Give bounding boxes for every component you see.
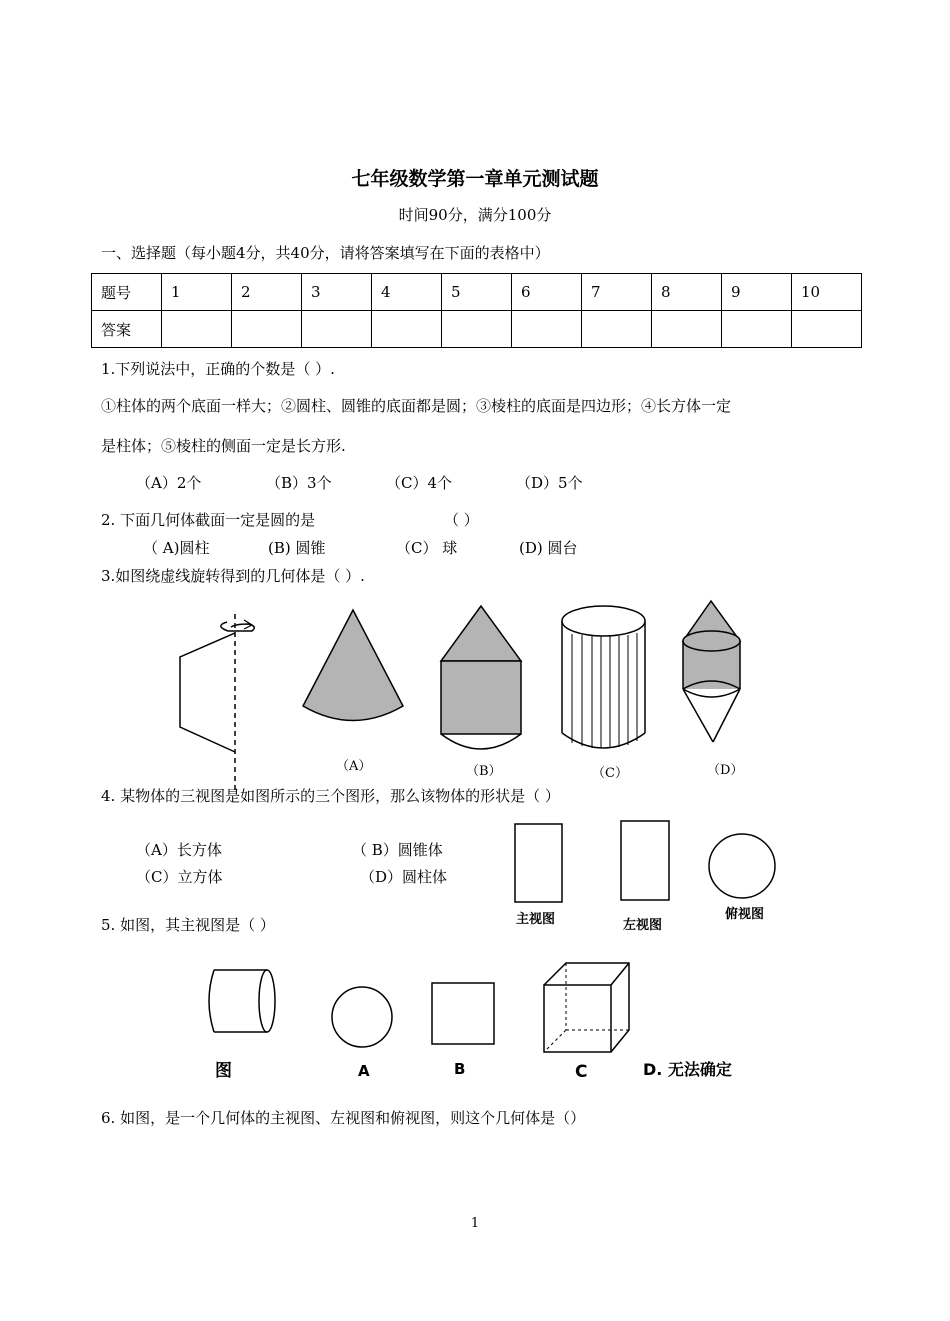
table-cell: 10: [792, 274, 862, 311]
table-cell: 3: [302, 274, 372, 311]
q4-option-d: （D）圆柱体: [360, 868, 448, 886]
q1-option-a: （A）2个: [136, 474, 202, 492]
q1-option-d: （D）5个: [516, 474, 583, 492]
q2-stem: 2. 下面几何体截面一定是圆的是: [101, 511, 316, 529]
table-cell: 2: [232, 274, 302, 311]
q3-label-a: （A）: [336, 759, 372, 774]
q2-option-c: （C） 球: [396, 539, 458, 557]
q3-figure: [170, 595, 770, 790]
q1-statements-line2: 是柱体；⑤棱柱的侧面一定是长方形.: [101, 437, 346, 455]
q3-label-d: （D）: [707, 763, 744, 778]
table-cell: 8: [652, 274, 722, 311]
table-cell: 1: [162, 274, 232, 311]
table-cell: 7: [582, 274, 652, 311]
q5-label-figure: 图: [215, 1061, 232, 1081]
q5-figure: [195, 955, 765, 1085]
left-view-label: 左视图: [623, 918, 663, 933]
table-row: [92, 274, 862, 311]
table-header-cell: 答案: [92, 311, 162, 348]
answer-cell-4[interactable]: [372, 311, 442, 348]
answer-cell-7[interactable]: [582, 311, 652, 348]
front-view-label: 主视图: [516, 912, 556, 927]
q6-stem: 6. 如图，是一个几何体的主视图、左视图和俯视图，则这个几何体是（）: [101, 1109, 586, 1127]
answer-cell-5[interactable]: [442, 311, 512, 348]
table-cell: 5: [442, 274, 512, 311]
page-number: 1: [470, 1216, 480, 1231]
q5-stem: 5. 如图，其主视图是（ ）: [101, 916, 275, 934]
table-header-cell: 题号: [92, 274, 162, 311]
q5-label-a: A: [358, 1062, 370, 1080]
q2-option-a: （ A)圆柱: [143, 539, 210, 557]
answer-cell-3[interactable]: [302, 311, 372, 348]
q1-stem: 1.下列说法中，正确的个数是（ ）.: [101, 360, 335, 378]
q2-blank: （ ）: [444, 511, 479, 529]
page-title: 七年级数学第一章单元测试题: [351, 168, 599, 190]
q1-option-c: （C）4个: [386, 474, 453, 492]
answer-cell-2[interactable]: [232, 311, 302, 348]
table-row: [92, 311, 862, 348]
page-subtitle: 时间90分，满分100分: [398, 206, 552, 224]
q4-option-c: （C）立方体: [136, 868, 223, 886]
q2-option-d: (D) 圆台: [519, 539, 578, 557]
q4-stem: 4. 某物体的三视图是如图所示的三个图形，那么该物体的形状是（ ）: [101, 787, 560, 805]
q4-three-views: [505, 815, 785, 940]
answer-cell-9[interactable]: [722, 311, 792, 348]
q5-label-c: C: [575, 1062, 588, 1082]
table-cell: 6: [512, 274, 582, 311]
q5-label-d: D. 无法确定: [643, 1060, 732, 1079]
q3-stem: 3.如图绕虚线旋转得到的几何体是（ ）.: [101, 567, 365, 585]
answer-table: [91, 273, 862, 348]
answer-cell-8[interactable]: [652, 311, 722, 348]
answer-cell-10[interactable]: [792, 311, 862, 348]
section-heading: 一、选择题（每小题4分，共40分，请将答案填写在下面的表格中）: [101, 244, 550, 262]
q1-option-b: （B）3个: [266, 474, 332, 492]
q3-label-c: （C）: [592, 766, 628, 781]
top-view-label: 俯视图: [725, 907, 765, 922]
q3-label-b: （B）: [466, 764, 502, 779]
q4-option-a: （A）长方体: [136, 841, 222, 859]
q2-option-b: (B) 圆锥: [268, 539, 326, 557]
table-cell: 9: [722, 274, 792, 311]
answer-cell-1[interactable]: [162, 311, 232, 348]
q5-label-b: B: [454, 1060, 466, 1078]
answer-cell-6[interactable]: [512, 311, 582, 348]
q4-option-b: （ B）圆锥体: [352, 841, 443, 859]
table-cell: 4: [372, 274, 442, 311]
q1-statements-line1: ①柱体的两个底面一样大；②圆柱、圆锥的底面都是圆；③棱柱的底面是四边形；④长方体一定: [101, 397, 732, 415]
